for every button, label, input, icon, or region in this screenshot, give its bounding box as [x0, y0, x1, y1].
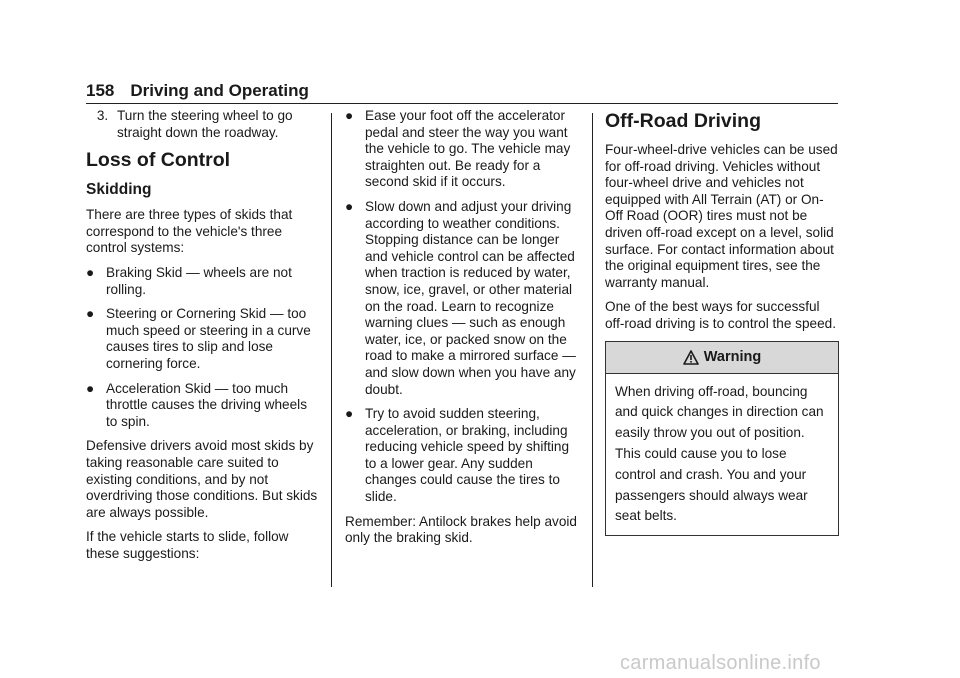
bullet-icon: ●: [86, 264, 95, 280]
list-item: [345, 108, 577, 191]
paragraph: Defensive drivers avoid most skids by taking reasonable care suited to existing conditions, and by not overdriving those conditions. But skids are always possible.: [86, 438, 318, 520]
column-left: [86, 108, 318, 570]
bullet-icon: ●: [86, 306, 95, 322]
paragraph: If the vehicle starts to slide, follow these suggestions:: [86, 529, 289, 561]
column-right: [605, 108, 839, 536]
list-item-text: Steering or Cornering Skid — too much speed or steering in a curve causes tires to slip and lose cornering force.: [106, 306, 311, 371]
paragraph: Four-wheel-drive vehicles can be used for off-road driving. Vehicles without four-wheel drive and vehicles not equipped with All Terrain (AT) or On-Off Road (OOR) tires must not be driven off-road except on a level, solid surface. For contact information about the original equipment tires, see the warranty manual.: [605, 142, 838, 290]
numbered-step: [86, 108, 318, 141]
warning-header: [606, 342, 838, 374]
section-heading-loss-of-control: Loss of Control: [86, 149, 231, 172]
list-item-text: Slow down and adjust your driving according to weather conditions. Stopping distance can be longer and vehicle control can be affected when traction is reduced by water, snow, ice, gravel, or other material on the road. Learn to recognize warning clues — such as enough water, ice, or packed snow on the road to make a mirrored surface — and slow down when you have any doubt.: [365, 198, 576, 397]
list-item-text: Ease your foot off the accelerator pedal and steer the way you want the vehicle to go. The vehicle may straighten out. Be ready for a second skid if it occurs.: [365, 108, 571, 190]
watermark: carmanualsonline.info: [620, 652, 821, 674]
list-item: [86, 306, 318, 372]
paragraph: One of the best ways for successful off-road driving is to control the speed.: [605, 299, 836, 331]
subheading-skidding: Skidding: [86, 181, 152, 199]
paragraph: Remember: Antilock brakes help avoid only the braking skid.: [345, 513, 577, 546]
bullet-icon: ●: [345, 198, 354, 214]
section-heading-off-road-driving: Off-Road Driving: [605, 110, 761, 132]
list-item: [345, 199, 577, 398]
list-item: [86, 381, 318, 431]
step-number: 3.: [96, 108, 109, 123]
bullet-icon: ●: [345, 108, 354, 123]
warning-triangle-icon: [683, 350, 699, 365]
bullet-icon: ●: [345, 406, 354, 422]
page-header: [86, 81, 838, 104]
list-item-text: Try to avoid sudden steering, acceleration, or braking, including reducing vehicle speed by shifting to a lower gear. Any sudden changes could cause the tires to slide.: [365, 406, 570, 505]
column-divider: [592, 113, 593, 587]
list-item: [86, 265, 318, 298]
warning-box: [605, 341, 839, 537]
bullet-icon: ●: [86, 380, 95, 396]
column-divider: [331, 113, 332, 587]
section-title: Driving and Operating: [130, 81, 309, 100]
warning-title: Warning: [703, 348, 762, 365]
list-item-text: Acceleration Skid — too much throttle causes the driving wheels to spin.: [106, 380, 307, 429]
step-text: Turn the steering wheel to go straight down the roadway.: [117, 108, 293, 140]
paragraph: There are three types of skids that correspond to the vehicle's three control systems:: [86, 207, 293, 256]
list-item: [345, 406, 577, 506]
page-number: 158: [86, 81, 115, 100]
list-item-text: Braking Skid — wheels are not rolling.: [106, 264, 292, 297]
warning-body: When driving off-road, bouncing and quick changes in direction can easily throw you out of position. This could cause you to lose control and crash. You and your passengers should always wear seat belts.: [615, 383, 824, 524]
column-middle: [345, 108, 577, 555]
